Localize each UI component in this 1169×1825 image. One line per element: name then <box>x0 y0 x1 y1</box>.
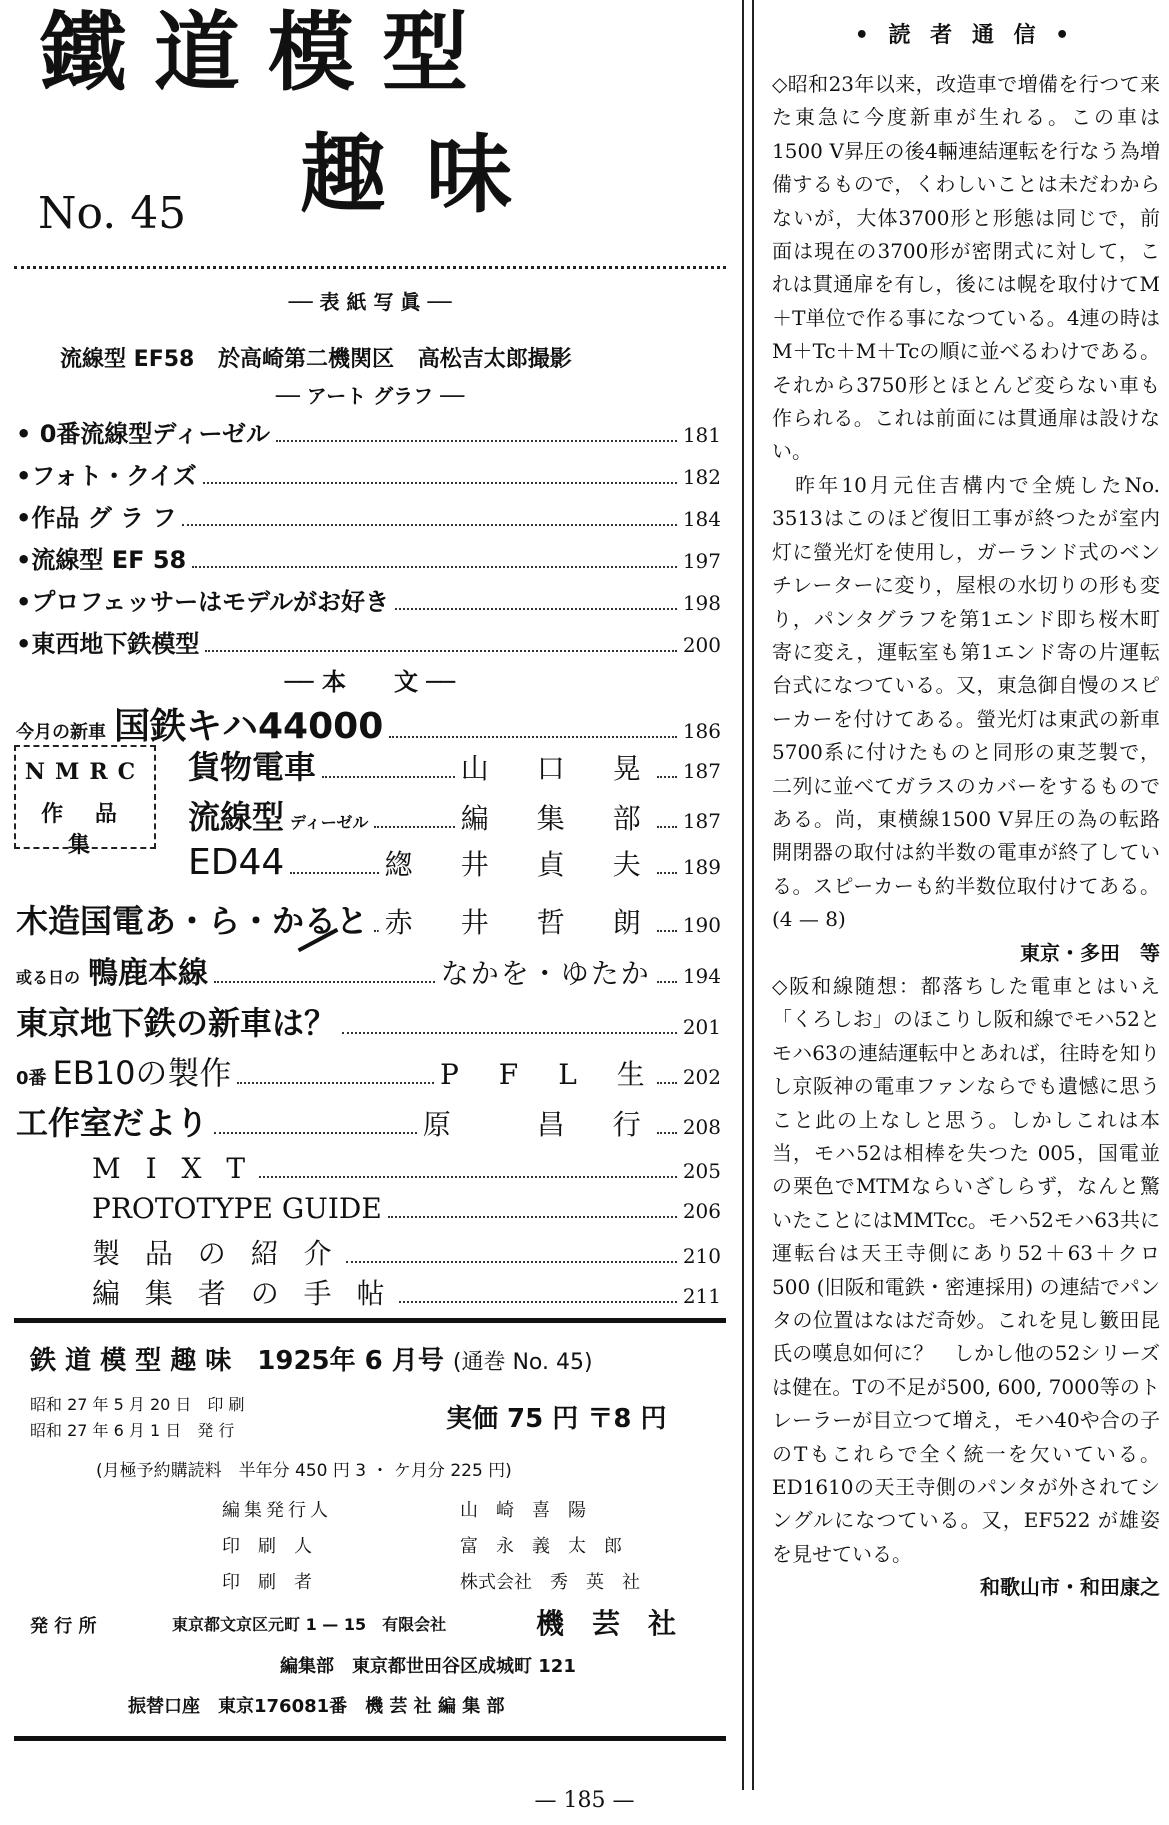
leader-dots <box>259 1176 677 1178</box>
toc-title: 貨物電車 <box>188 748 317 786</box>
toc-title: 工作室だより <box>16 1104 209 1142</box>
toc-title: PROTOTYPE GUIDE <box>92 1192 382 1225</box>
toc-author: 山 口 晃 <box>460 752 651 785</box>
toc-misc-item[interactable] <box>92 1272 721 1312</box>
toc-title: 編 集 者 の 手 帖 <box>92 1277 393 1310</box>
page-number: — 185 — <box>534 1788 635 1813</box>
reader-paragraph: 昨年10月元住吉構内で全焼したNo. 3513はこのほど復旧工事が終つたが室内灯に螢光灯を使用し，ガーランド式のベンチレーターに変り，屋根の水切りの形も変り，パンタグラフを第1エンド即ち桜木町寄に変え，運転室も第1エンド寄の片運転台式になつている。又，東急御自慢のスピーカーを付けてある。螢光灯は東武の新車5700系に付けたものと同形の東芝製で，二列に並べてガラスのカバーをするものである。尚，東横線1500 V昇圧の為の転路開閉器の取付は約半数の電車が終了している。スピーカーも約半数位取付けてある。(4 — 8) <box>772 472 1160 932</box>
staff-name: 山 崎 喜 陽 <box>460 1500 586 1521</box>
header-divider <box>14 266 726 269</box>
staff-role: 編集発行人 <box>222 1500 332 1521</box>
toc-title: •流線型 EF 58 <box>16 546 187 574</box>
leader-dots <box>657 872 677 874</box>
colophon-price: 実価 75 円 〒8 円 <box>446 1404 667 1434</box>
leader-dots <box>276 440 677 442</box>
nmrc-label: NMRC <box>24 759 146 785</box>
colophon-subscription: (月極予約購読料 半年分 450 円 3 ・ ケ月分 225 円) <box>96 1461 512 1481</box>
colophon-bottom-rule <box>14 1736 726 1741</box>
staff-name: 株式会社 秀 英 社 <box>460 1572 640 1593</box>
toc-title: •作品 グ ラ フ <box>16 504 177 532</box>
toc-page: 211 <box>682 1284 721 1308</box>
cover-heading: ── 表 紙 写 眞 ── <box>288 290 452 314</box>
toc-author: P F L 生 <box>439 1058 651 1091</box>
toc-art-item[interactable] <box>16 414 721 449</box>
toc-main-item[interactable] <box>16 948 721 992</box>
toc-title: ED44 <box>188 842 285 883</box>
leader-dots <box>395 608 677 610</box>
leader-dots <box>657 826 677 828</box>
leader-dots <box>399 1301 677 1303</box>
issue-number: No. 45 <box>38 188 187 239</box>
reader-paragraph: ◇阪和線随想：都落ちした電車とはいえ「くろしお」のほこりし阪和線でモハ52とモハ63の連結運転中とあれば，往時を知りし京阪神の電車ファンならでも遺憾に思うこと此の上なしと思う。しかしこれは本当，モハ52は相棒を失つた 005，国電並の栗色でMTMならいざしらず，なんと驚いたことにはMMTcc。モハ52モハ63共に運転台は天王寺側にあり52＋63＋クロ500 (旧阪和電鉄・密連採用) の連結でパンタの位置はなはだ奇妙。これを見し籔田昆氏の嘆息如何に？ しかし他の52シリーズは健在。Tの不足が500, 600, 7000等のトレーラーが目立つて増え，モハ40や合の子のTもこれらで全く統一を欠いている。ED1610の天王寺側のパンタが外されてシングルになつている。又，EF522 が雄姿を見せている。 <box>772 973 1160 1566</box>
reader-paragraph: ◇昭和23年以来，改造車で増備を行つて来た東急に今度新車が生れる。この車は1500 V昇圧の後4輛連結運転を行なう為増備するもので，くわしいことは未だわからないが，大体3700形と形態は同じで，前面は現在の3700形が密閉式に対して，これは貫通扉を有し，後には幌を取付けてM＋T単位で作る事になつている。4連の時はM＋Tc＋M＋Tcの順に並べるわけである。それから3750形とほとんど変らない車も作られる。これは前面には貫通扉は設けない。 <box>772 72 1160 464</box>
publisher-name: 機 芸 社 <box>536 1607 677 1640</box>
leader-dots <box>657 776 677 778</box>
toc-main-item[interactable] <box>16 998 721 1044</box>
leader-dots <box>205 650 676 652</box>
toc-page: 205 <box>682 1159 721 1183</box>
colophon-published: 昭和 27 年 6 月 1 日 発 行 <box>30 1421 235 1440</box>
art-heading: ── アート グラフ ── <box>275 384 465 408</box>
toc-misc-item[interactable] <box>92 1232 721 1272</box>
leader-dots <box>214 981 435 983</box>
toc-main-item[interactable] <box>16 1098 721 1144</box>
main-heading: ── 本 文 ── <box>284 668 456 696</box>
leader-dots <box>388 1216 677 1218</box>
nmrc-sublabel: 作 品 集 <box>41 801 129 858</box>
reader-column-text <box>772 68 1160 1605</box>
toc-page: 201 <box>682 1015 721 1039</box>
leader-dots <box>657 981 677 983</box>
toc-page: 197 <box>682 549 721 573</box>
toc-page: 200 <box>682 633 721 657</box>
staff-role: 印 刷 者 <box>222 1572 312 1593</box>
toc-page: 187 <box>682 759 721 783</box>
toc-main-item[interactable] <box>188 792 721 838</box>
leader-dots <box>657 930 677 932</box>
leader-dots <box>374 826 454 828</box>
publisher-address: 東京都文京区元町 1 — 15 有限会社 <box>172 1615 447 1634</box>
toc-main-item[interactable] <box>188 842 721 883</box>
colophon-volume: (通巻 No. 45) <box>452 1350 593 1375</box>
toc-page: 184 <box>682 507 721 531</box>
leader-dots <box>322 776 455 778</box>
toc-prefix: 今月の新車 <box>16 722 106 743</box>
toc-page: 194 <box>682 964 721 988</box>
toc-main-item[interactable] <box>16 896 721 942</box>
nmrc-box <box>14 745 156 858</box>
column-rule <box>752 0 754 1790</box>
toc-page: 181 <box>682 423 721 447</box>
postal-account: 振替口座 東京176081番 機 芸 社 編 集 部 <box>128 1696 505 1717</box>
cover-subject: 流線型 EF58 <box>60 347 195 372</box>
leader-dots <box>182 524 676 526</box>
toc-title: EB10の製作 <box>52 1054 232 1092</box>
toc-author: 原 昌 行 <box>422 1108 651 1141</box>
reader-column-heading: • 読 者 通 信 • <box>854 23 1076 48</box>
toc-main-item[interactable] <box>16 1048 721 1094</box>
leader-dots <box>342 1032 677 1034</box>
colophon-printed: 昭和 27 年 5 月 20 日 印 刷 <box>30 1395 245 1414</box>
cover-location: 於高崎第二機関区 <box>218 347 395 372</box>
colophon-top-rule <box>14 1318 726 1323</box>
leader-dots <box>657 1132 677 1134</box>
leader-dots <box>237 1082 434 1084</box>
toc-title: • 0番流線型ディーゼル <box>16 420 270 448</box>
toc-page: 187 <box>682 809 721 833</box>
cover-credit <box>60 342 700 373</box>
toc-page: 208 <box>682 1115 721 1139</box>
column-rule <box>742 0 744 1790</box>
toc-page: 198 <box>682 591 721 615</box>
leader-dots <box>374 930 379 932</box>
toc-art-item[interactable] <box>16 540 721 575</box>
reader-signature: 和歌山市・和田康之 <box>980 1575 1160 1600</box>
toc-title: 東京地下鉄の新車は？ <box>16 1004 337 1042</box>
masthead-title: 鐵道模型 <box>40 3 496 103</box>
leader-dots <box>389 736 677 738</box>
toc-author: 緫 井 貞 夫 <box>384 848 651 881</box>
toc-title: •東西地下鉄模型 <box>16 630 200 658</box>
masthead-subtitle: 趣味 <box>300 125 552 225</box>
toc-art-item[interactable] <box>16 456 721 491</box>
toc-author: 編 集 部 <box>460 802 651 835</box>
toc-page: 186 <box>682 719 721 743</box>
toc-misc-item[interactable] <box>92 1152 721 1185</box>
leader-dots <box>346 1261 677 1263</box>
toc-author: なかを・ゆたか <box>440 957 651 990</box>
colophon-title <box>30 1340 593 1377</box>
leader-dots <box>290 872 379 874</box>
toc-misc-item[interactable] <box>92 1192 721 1225</box>
toc-title: •フォト・クイズ <box>16 462 197 490</box>
toc-page: 182 <box>682 465 721 489</box>
toc-main-item[interactable] <box>188 742 721 788</box>
toc-page: 190 <box>682 913 721 937</box>
toc-author: 赤 井 哲 朗 <box>384 906 651 939</box>
leader-dots <box>203 482 677 484</box>
toc-page: 189 <box>682 855 721 879</box>
toc-page: 206 <box>682 1199 721 1223</box>
toc-title: •プロフェッサーはモデルがお好き <box>16 588 389 616</box>
toc-title: 流線型 <box>188 798 285 836</box>
toc-title: M I X T <box>92 1152 254 1185</box>
toc-prefix: 0番 <box>16 1068 47 1089</box>
toc-page: 210 <box>682 1244 721 1268</box>
toc-art-item[interactable] <box>16 624 721 659</box>
leader-dots <box>214 1132 417 1134</box>
toc-title: 製 品 の 紹 介 <box>92 1237 340 1270</box>
colophon-title-text: 鉄 道 模 型 趣 味 1925年 6 月号 <box>30 1346 444 1376</box>
toc-subtitle: ディーゼル <box>290 813 369 832</box>
toc-art-item[interactable] <box>16 582 721 617</box>
leader-dots <box>657 1082 677 1084</box>
toc-title: 国鉄キハ44000 <box>114 706 384 747</box>
toc-page: 202 <box>682 1065 721 1089</box>
publisher-label: 発 行 所 <box>30 1616 97 1637</box>
reader-signature: 東京・多田 等 <box>1020 940 1160 965</box>
leader-dots <box>192 566 677 568</box>
toc-art-item[interactable] <box>16 498 721 533</box>
editorial-address: 編集部 東京都世田谷区成城町 121 <box>280 1656 576 1677</box>
toc-prefix: 或る日の <box>16 968 81 987</box>
toc-title: 鴨鹿本線 <box>88 956 209 991</box>
cover-photographer: 高松吉太郎撮影 <box>417 347 572 372</box>
staff-name: 富 永 義 太 郎 <box>460 1536 622 1557</box>
staff-role: 印 刷 人 <box>222 1536 312 1557</box>
toc-title: 木造国電あ・ら・かると <box>16 902 369 940</box>
